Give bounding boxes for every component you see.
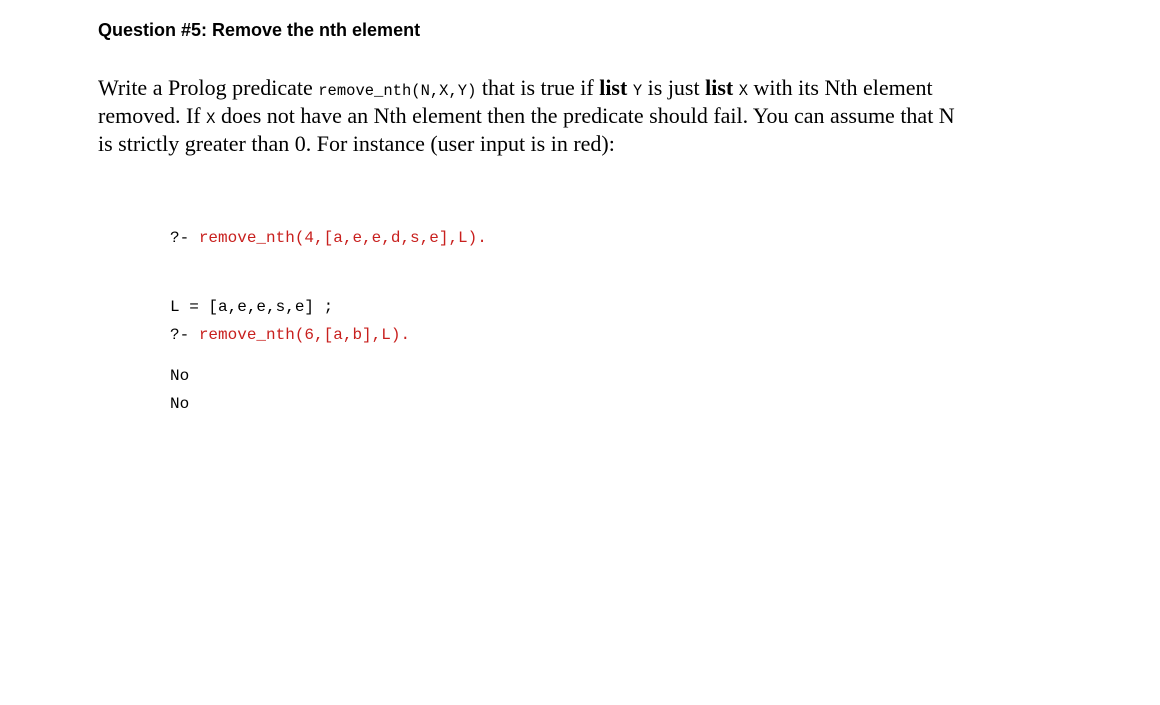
- question-description: [98, 74, 1073, 158]
- text: removed. If: [98, 103, 207, 128]
- text: does not have an Nth element then the predicate should fail. You can assume that N: [215, 103, 955, 128]
- prompt: ?-: [170, 326, 199, 344]
- text: with its Nth element: [748, 75, 933, 100]
- text: Write a Prolog predicate: [98, 75, 319, 100]
- bold-text: list: [599, 75, 628, 100]
- prompt: ?-: [170, 229, 199, 247]
- description-line-2: [98, 102, 1073, 130]
- text: is strictly greater than 0. For instance (user input is in red):: [98, 131, 615, 156]
- description-line-1: [98, 74, 1073, 102]
- query-line: [170, 227, 487, 250]
- example-session-2: [170, 278, 410, 462]
- user-query: remove_nth(4,[a,e,e,d,s,e],L).: [198, 229, 487, 247]
- question-heading: Question #5: Remove the nth element: [98, 20, 421, 40]
- bold-text: list: [705, 75, 734, 100]
- text: that is true if: [476, 75, 600, 100]
- user-query: remove_nth(6,[a,b],L).: [198, 326, 411, 344]
- output-line: No: [170, 367, 190, 385]
- variable-x: X: [206, 110, 216, 128]
- output-line: No: [170, 395, 190, 413]
- text: is just: [642, 75, 706, 100]
- predicate-signature: remove_nth(N,X,Y): [318, 82, 477, 100]
- description-line-3: [98, 130, 1073, 158]
- variable-y: Y: [632, 82, 643, 100]
- variable-x: X: [738, 82, 749, 100]
- query-line: [170, 324, 410, 347]
- output-line: L = [a,e,e,s,e] ;: [170, 298, 334, 316]
